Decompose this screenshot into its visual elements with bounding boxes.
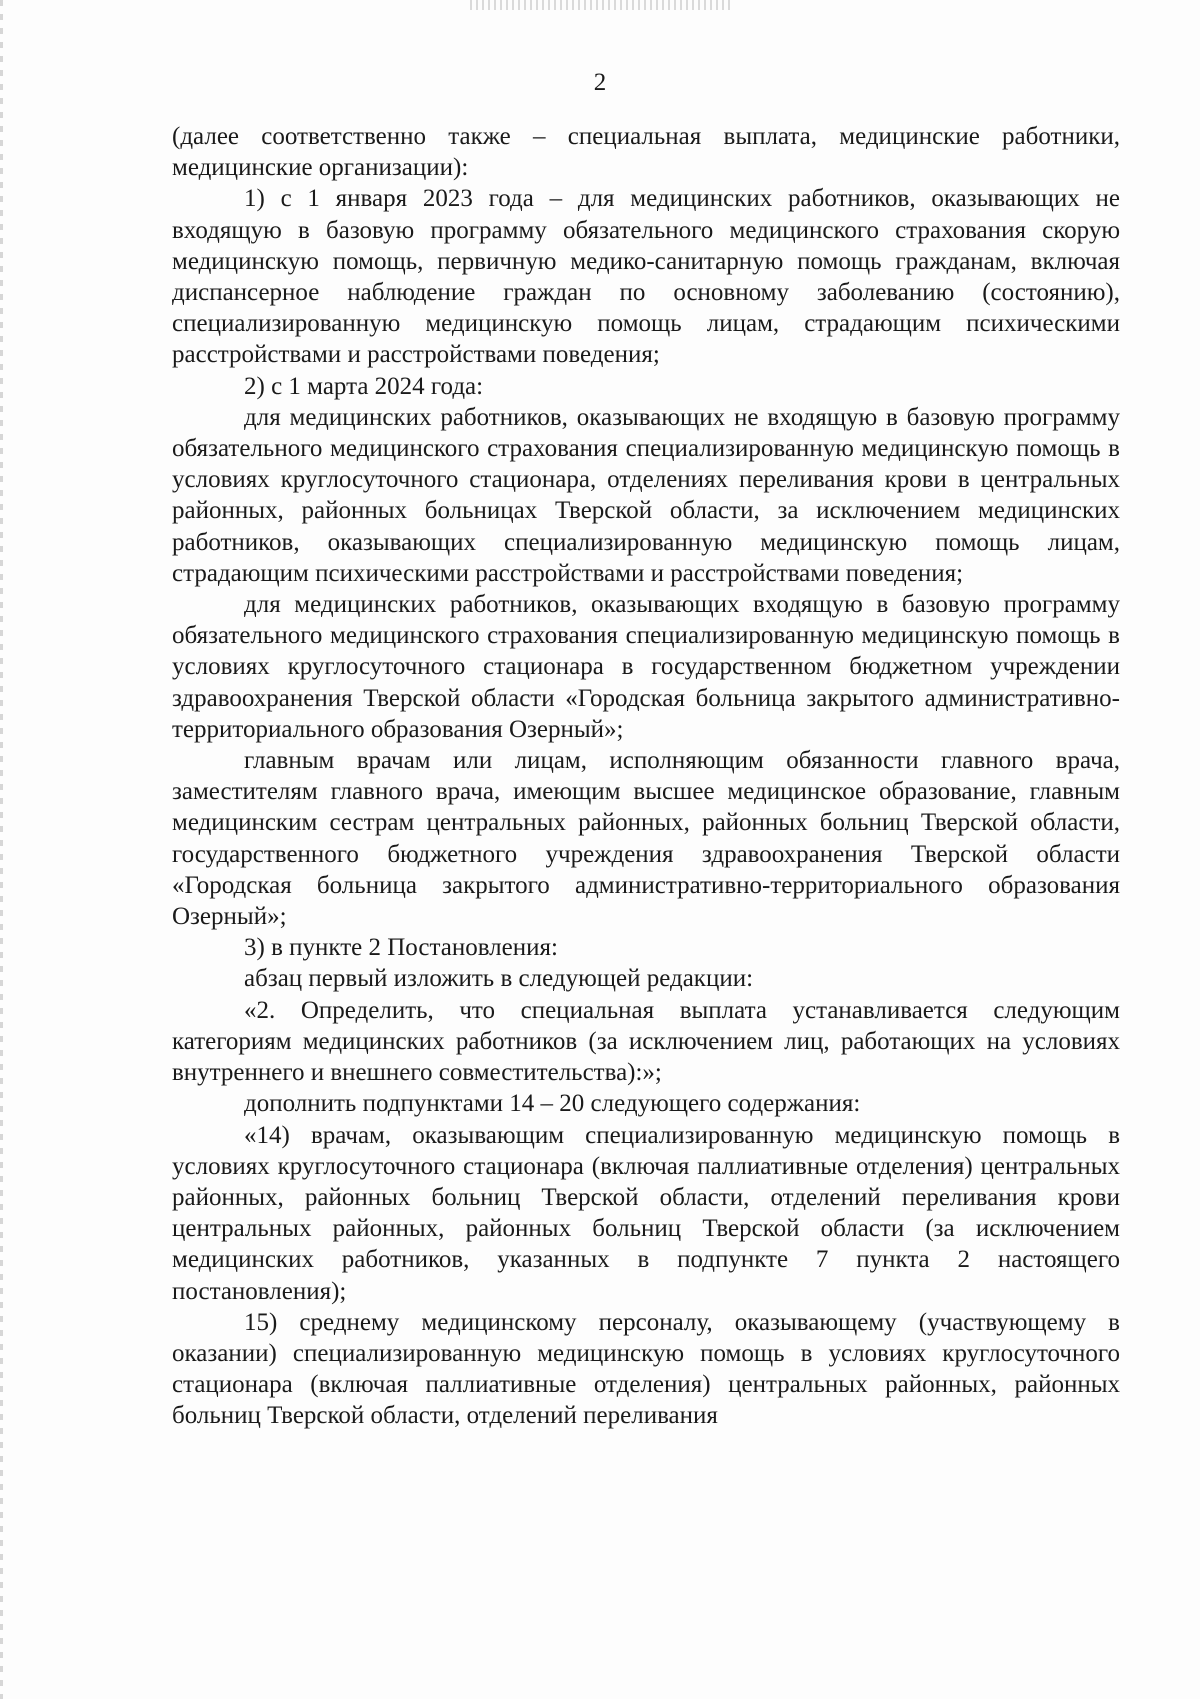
paragraph-amendment-text: «2. Определить, что специальная выплата устанавливается следующим категориям медицинских работников (за исключением лиц, работающих на условиях внутреннего и внешнего совместительства):»; xyxy=(172,996,1120,1087)
paragraph-item-2: 2) с 1 марта 2024 года: xyxy=(244,372,484,400)
paragraph-amendment-intro: абзац первый изложить в следующей редакции: xyxy=(244,965,754,993)
paragraph-continuation: (далее соответственно также – специальная выплата, медицинские работники, медицинские организации): xyxy=(172,123,1120,182)
paragraph-item-2a: для медицинских работников, оказывающих не входящую в базовую программу обязательного медицинского страхования специализированную медицинскую помощь в условиях круглосуточного стационара, отделениях переливания крови в центральных районных, районных больницах Тверской области, за исключением медицинских работников, оказывающих специализированную медицинскую помощь лицам, страдающим психическими расстройствами и расстройствами поведения; xyxy=(172,403,1120,587)
paragraph-subitem-14: «14) врачам, оказывающим специализированную медицинскую помощь в условиях круглосуточного стационара (включая паллиативные отделения) центральных районных, районных больниц Тверской области, отделений переливания крови центральных районных, районных больниц Тверской области (за исключением медицинских работников, указанных в подпункте 7 пункта 2 настоящего постановления); xyxy=(172,1121,1120,1305)
scan-noise-artifact xyxy=(470,0,730,10)
scan-edge-artifact xyxy=(0,0,3,1699)
paragraph-subitem-15: 15) среднему медицинскому персоналу, оказывающему (участвующему в оказании) специализированную медицинскую помощь в условиях круглосуточного стационара (включая паллиативные отделения) центральных районных, районных больниц Тверской области, отделений переливания xyxy=(172,1308,1120,1430)
paragraph-item-1: 1) с 1 января 2023 года – для медицинских работников, оказывающих не входящую в базовую программу обязательного медицинского страхования скорую медицинскую помощь, первичную медико-санитарную помощь гражданам, включая диспансерное наблюдение граждан по основному заболеванию (состоянию), специализированную медицинскую помощь лицам, страдающим психическими расстройствами и расстройствами поведения; xyxy=(172,185,1120,369)
paragraph-item-3: 3) в пункте 2 Постановления: xyxy=(244,934,558,962)
document-body xyxy=(172,121,1120,1432)
paragraph-item-2b: для медицинских работников, оказывающих входящую в базовую программу обязательного медицинского страхования специализированную медицинскую помощь в условиях круглосуточного стационара в государственном бюджетном учреждении здравоохранения Тверской области «Городская больница закрытого административно-территориального образования Озерный»; xyxy=(172,591,1120,743)
paragraph-item-2c: главным врачам или лицам, исполняющим обязанности главного врача, заместителям главного врача, имеющим высшее медицинское образование, главным медицинским сестрам центральных районных, районных больниц Тверской области, государственного бюджетного учреждения здравоохранения Тверской области «Городская больница закрытого административно-территориального образования Озерный»; xyxy=(172,747,1120,931)
page-number: 2 xyxy=(593,69,607,96)
paragraph-supplement-intro: дополнить подпунктами 14 – 20 следующего содержания: xyxy=(244,1090,861,1118)
